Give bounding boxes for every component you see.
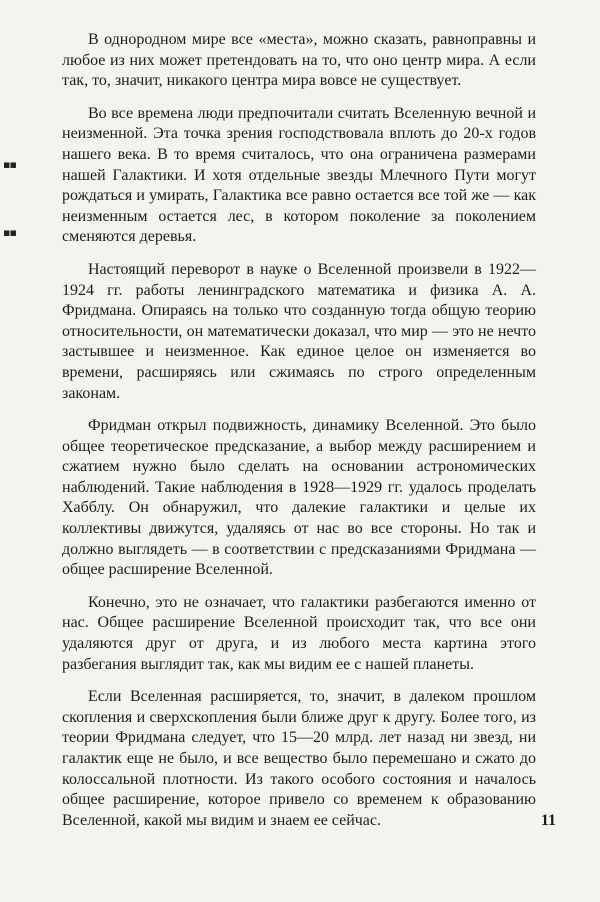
paragraph: Если Вселенная расширяется, то, значит, в далеком прошлом скопления и сверхскопления были ближе друг к другу. Более того, из теории Фридмана следует, что 15—20 млрд. лет назад ни звезд, ни галактик еще не было, и все вещество было перемешано и сжато до колоссальной плотности. Из такого особого состояния и началось общее расширение, которое привело со временем к образованию Вселенной, какой мы видим и знаем ее сейчас. (62, 688, 536, 829)
margin-mark: ▪▪ (3, 158, 16, 171)
paragraph: Конечно, это не означает, что галактики разбегаются именно от нас. Общее расширение Вселенной происходит так, что все они удаляются друг от друга, и из любого места картина этого разбегания выглядит так, как мы видим ее с нашей планеты. (62, 593, 536, 673)
paragraph: Во все времена люди предпочитали считать Вселенную вечной и неизменной. Эта точка зрения господствовала вплоть до 20-х годов нашего века. В то время считалось, что она ограничена размерами нашей Галактики. И хотя отдельные звезды Млечного Пути могут рождаться и умирать, Галактика все равно остается все той же — как неизменным остается лес, в котором поколение за поколением сменяются деревья. (62, 104, 536, 246)
page-number: 11 (540, 812, 556, 829)
margin-mark: ▪▪ (3, 226, 16, 239)
body-text (62, 30, 536, 843)
paragraph: В однородном мире все «места», можно сказать, равноправны и любое из них может претендовать на то, что оно центр мира. А если так, то, значит, никакого центра мира вовсе не существует. (62, 31, 536, 90)
paragraph: Фридман открыл подвижность, динамику Вселенной. Это было общее теоретическое предсказание, а выбор между расширением и сжатием нужно было сделать на основании астрономических наблюдений. Такие наблюдения в 1928—1929 гг. удалось проделать Хабблу. Он обнаружил, что далекие галактики и целые их коллективы движутся, удаляясь от нас во все стороны. Но так и должно выглядеть — в соответствии с предсказаниями Фридмана — общее расширение Вселенной. (62, 417, 536, 579)
paragraph: Настоящий переворот в науке о Вселенной произвели в 1922—1924 гг. работы ленинградского математика и физика А. А. Фридмана. Опираясь на только что созданную тогда общую теорию относительности, он математически доказал, что мир — это не нечто застывшее и неизменное. Как единое целое он изменяется во времени, расширяясь или сжимаясь по строго определенным законам. (62, 260, 536, 402)
